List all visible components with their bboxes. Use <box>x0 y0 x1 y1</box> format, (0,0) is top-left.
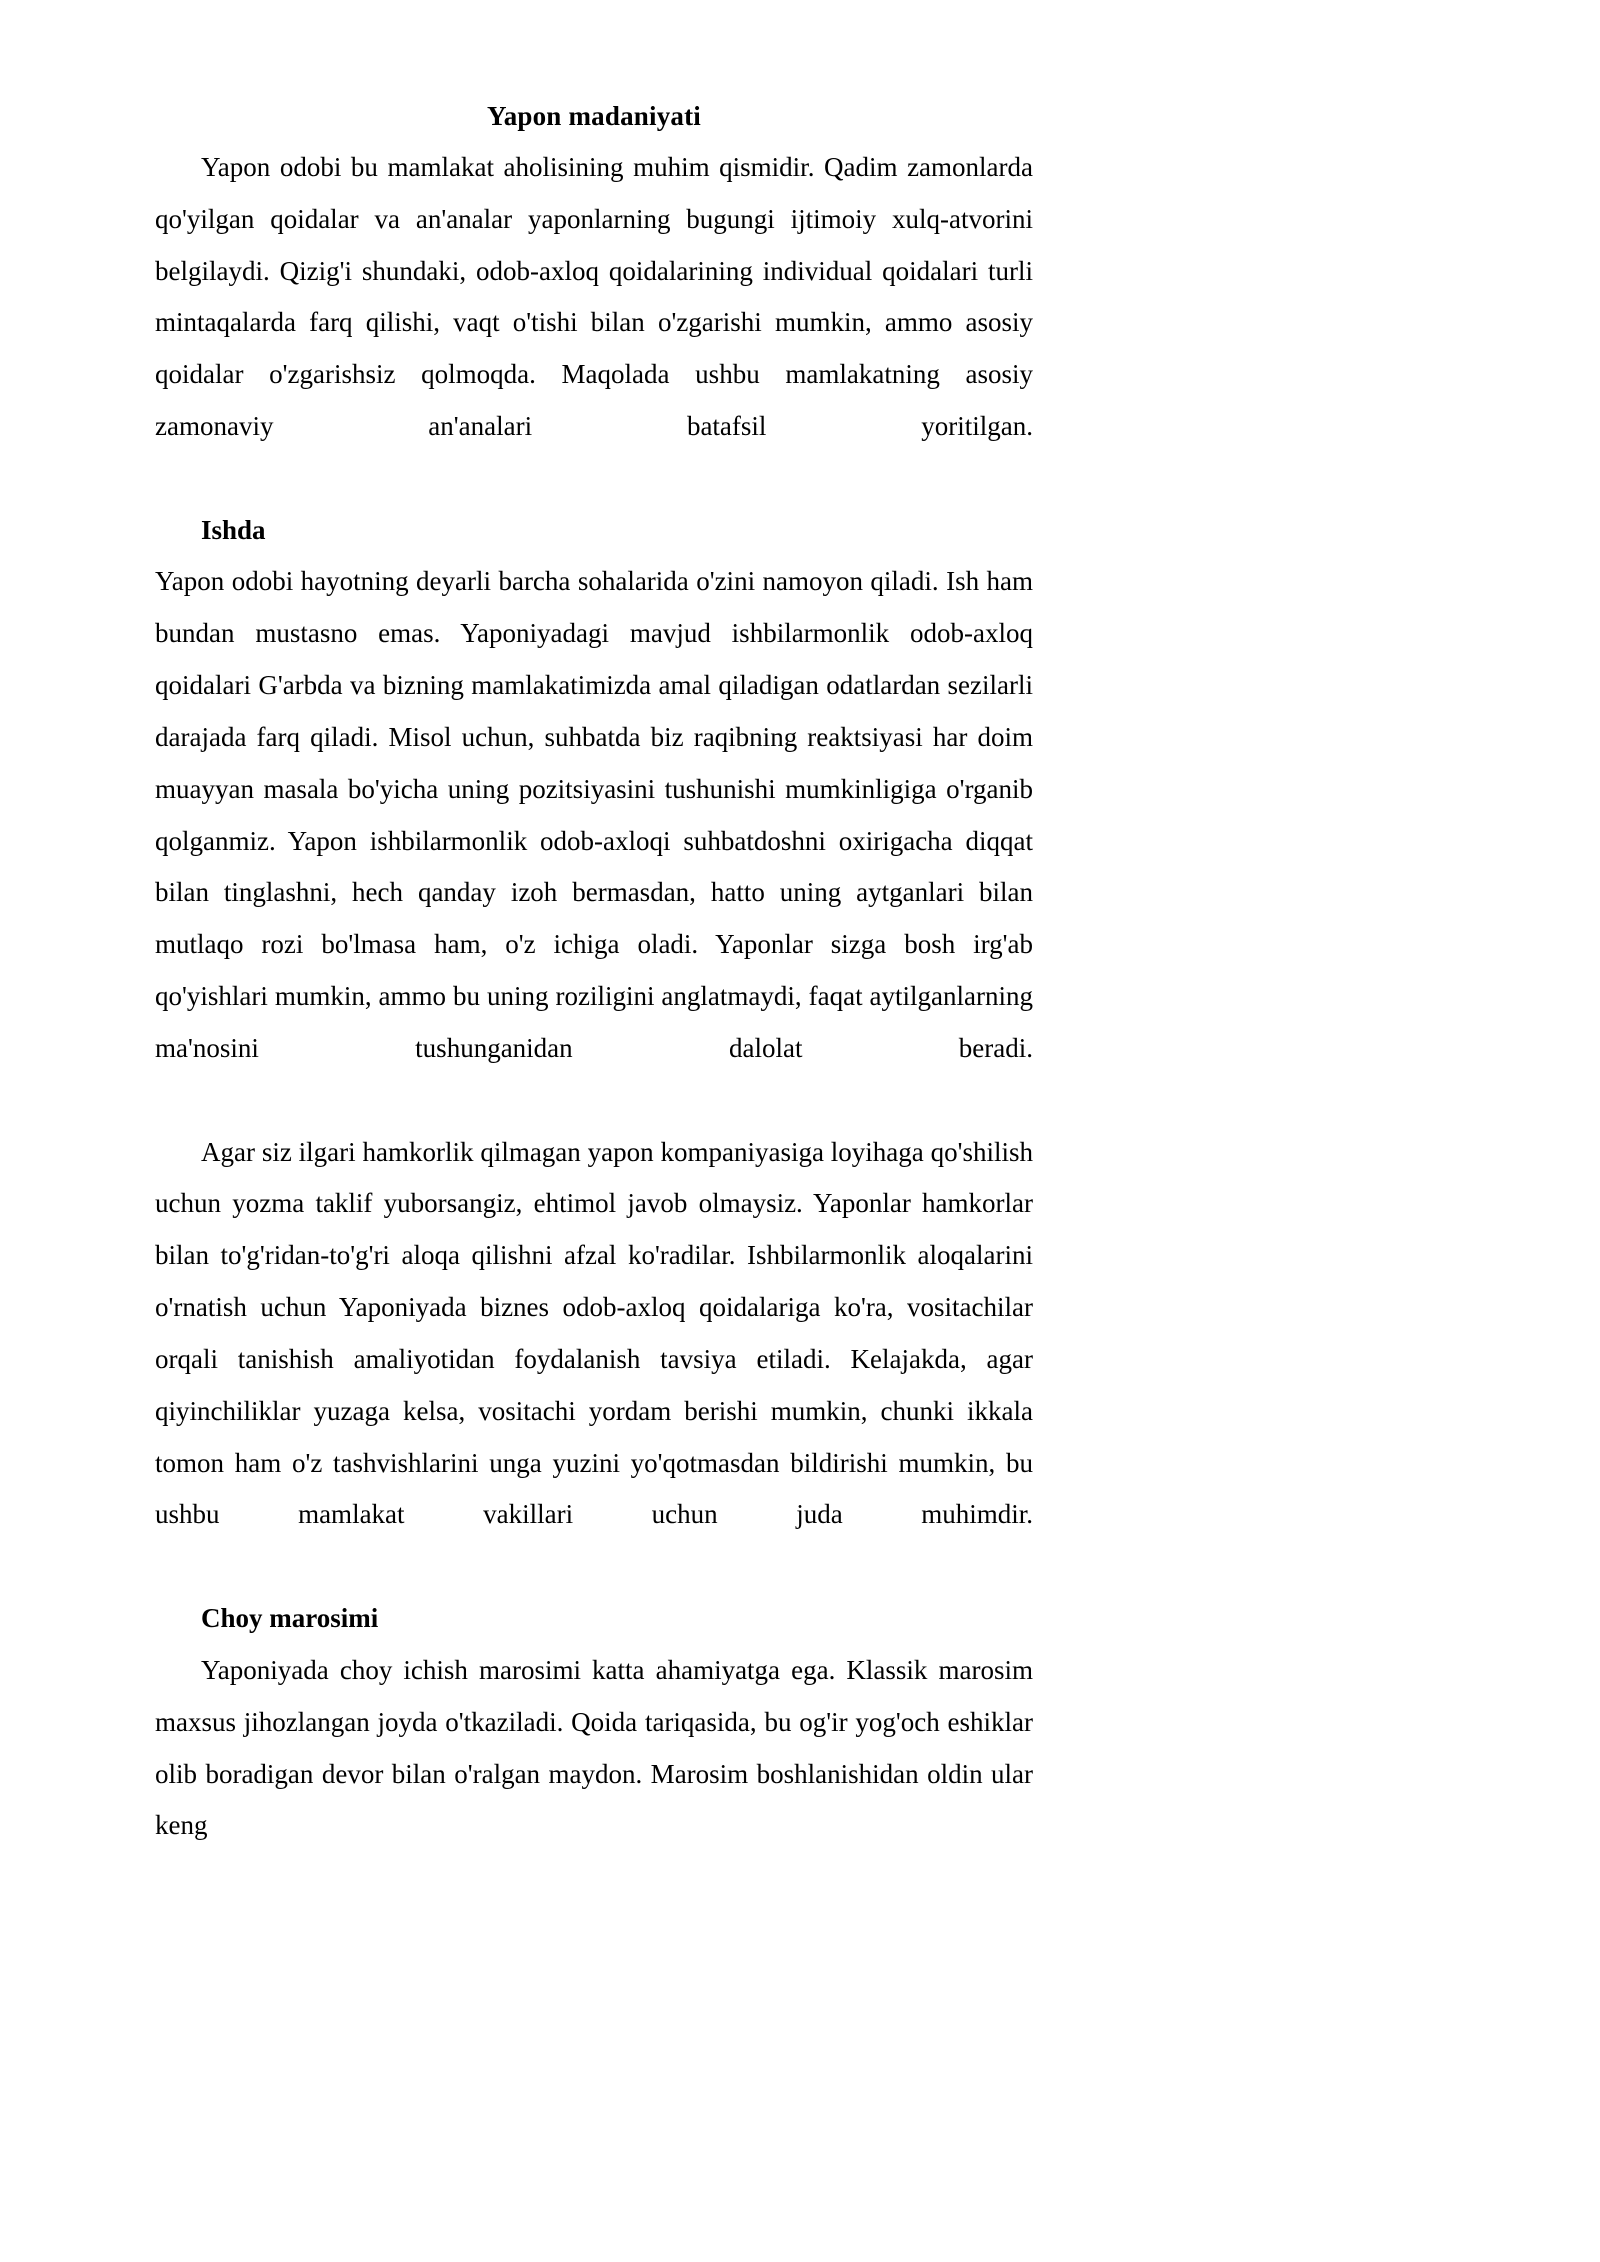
paragraph-choy-1: Yaponiyada choy ichish marosimi katta ahamiyatga ega. Klassik marosim maxsus jihozlangan joyda o'tkaziladi. Qoida tariqasida, bu og'ir yog'och eshiklar olib boradigan devor bilan o'ralgan maydon. Marosim boshlanishidan oldin ular keng <box>155 1654 1033 1841</box>
paragraph-ishda-2: Agar siz ilgari hamkorlik qilmagan yapon kompaniyasiga loyihaga qo'shilish uchun yozma taklif yuborsangiz, ehtimol javob olmaysiz. Yaponlar hamkorlar bilan to'g'ridan-to'g'ri aloqa qilishni afzal ko'radilar. Ishbilarmonlik aloqalarini o'rnatish uchun Yaponiyada biznes odob-axloq qoidalariga ko'ra, vositachilar orqali tanishish amaliyotidan foydalanish tavsiya etiladi. Kelajakda, agar qiyinchiliklar yuzaga kelsa, vositachi yordam berishi mumkin, chunki ikkala tomon ham o'z tashvishlarini unga yuzini yo'qotmasdan bildirishi mumkin, bu ushbu mamlakat vakillari uchun juda muhimdir. <box>155 1136 1033 1530</box>
section-heading-choy-marosimi: Choy marosimi <box>201 1603 379 1634</box>
paragraph-intro: Yapon odobi bu mamlakat aholisining muhim qismidir. Qadim zamonlarda qo'yilgan qoidalar va an'analar yaponlarning bugungi ijtimoiy xulq-atvorini belgilaydi. Qizig'i shundaki, odob-axloq qoidalarining individual qoidalari turli mintaqalarda farq qilishi, vaqt o'tishi bilan o'zgarishi mumkin, ammo asosiy qoidalar o'zgarishsiz qolmoqda. Maqolada ushbu mamlakatning asosiy zamonaviy an'analari batafsil yoritilgan. <box>155 151 1033 441</box>
document-body <box>155 96 1033 1904</box>
page-title: Yapon madaniyati <box>486 101 701 131</box>
section-heading-ishda: Ishda <box>201 514 266 545</box>
paragraph-ishda-1: Yapon odobi hayotning deyarli barcha sohalarida o'zini namoyon qiladi. Ish ham bundan mustasno emas. Yaponiyadagi mavjud ishbilarmonlik odob-axloq qoidalari G'arbda va bizning mamlakatimizda amal qiladigan odatlardan sezilarli darajada farq qiladi. Misol uchun, suhbatda biz raqibning reaktsiyasi har doim muayyan masala bo'yicha uning pozitsiyasini tushunishi mumkinligiga o'rganib qolganmiz. Yapon ishbilarmonlik odob-axloqi suhbatdoshni oxirigacha diqqat bilan tinglashni, hech qanday izoh bermasdan, hatto uning aytganlari bilan mutlaqo rozi bo'lmasa ham, o'z ichiga oladi. Yaponlar sizga bosh irg'ab qo'yishlari mumkin, ammo bu uning roziligini anglatmaydi, faqat aytilganlarning ma'nosini tushunganidan dalolat beradi. <box>155 566 1033 1063</box>
